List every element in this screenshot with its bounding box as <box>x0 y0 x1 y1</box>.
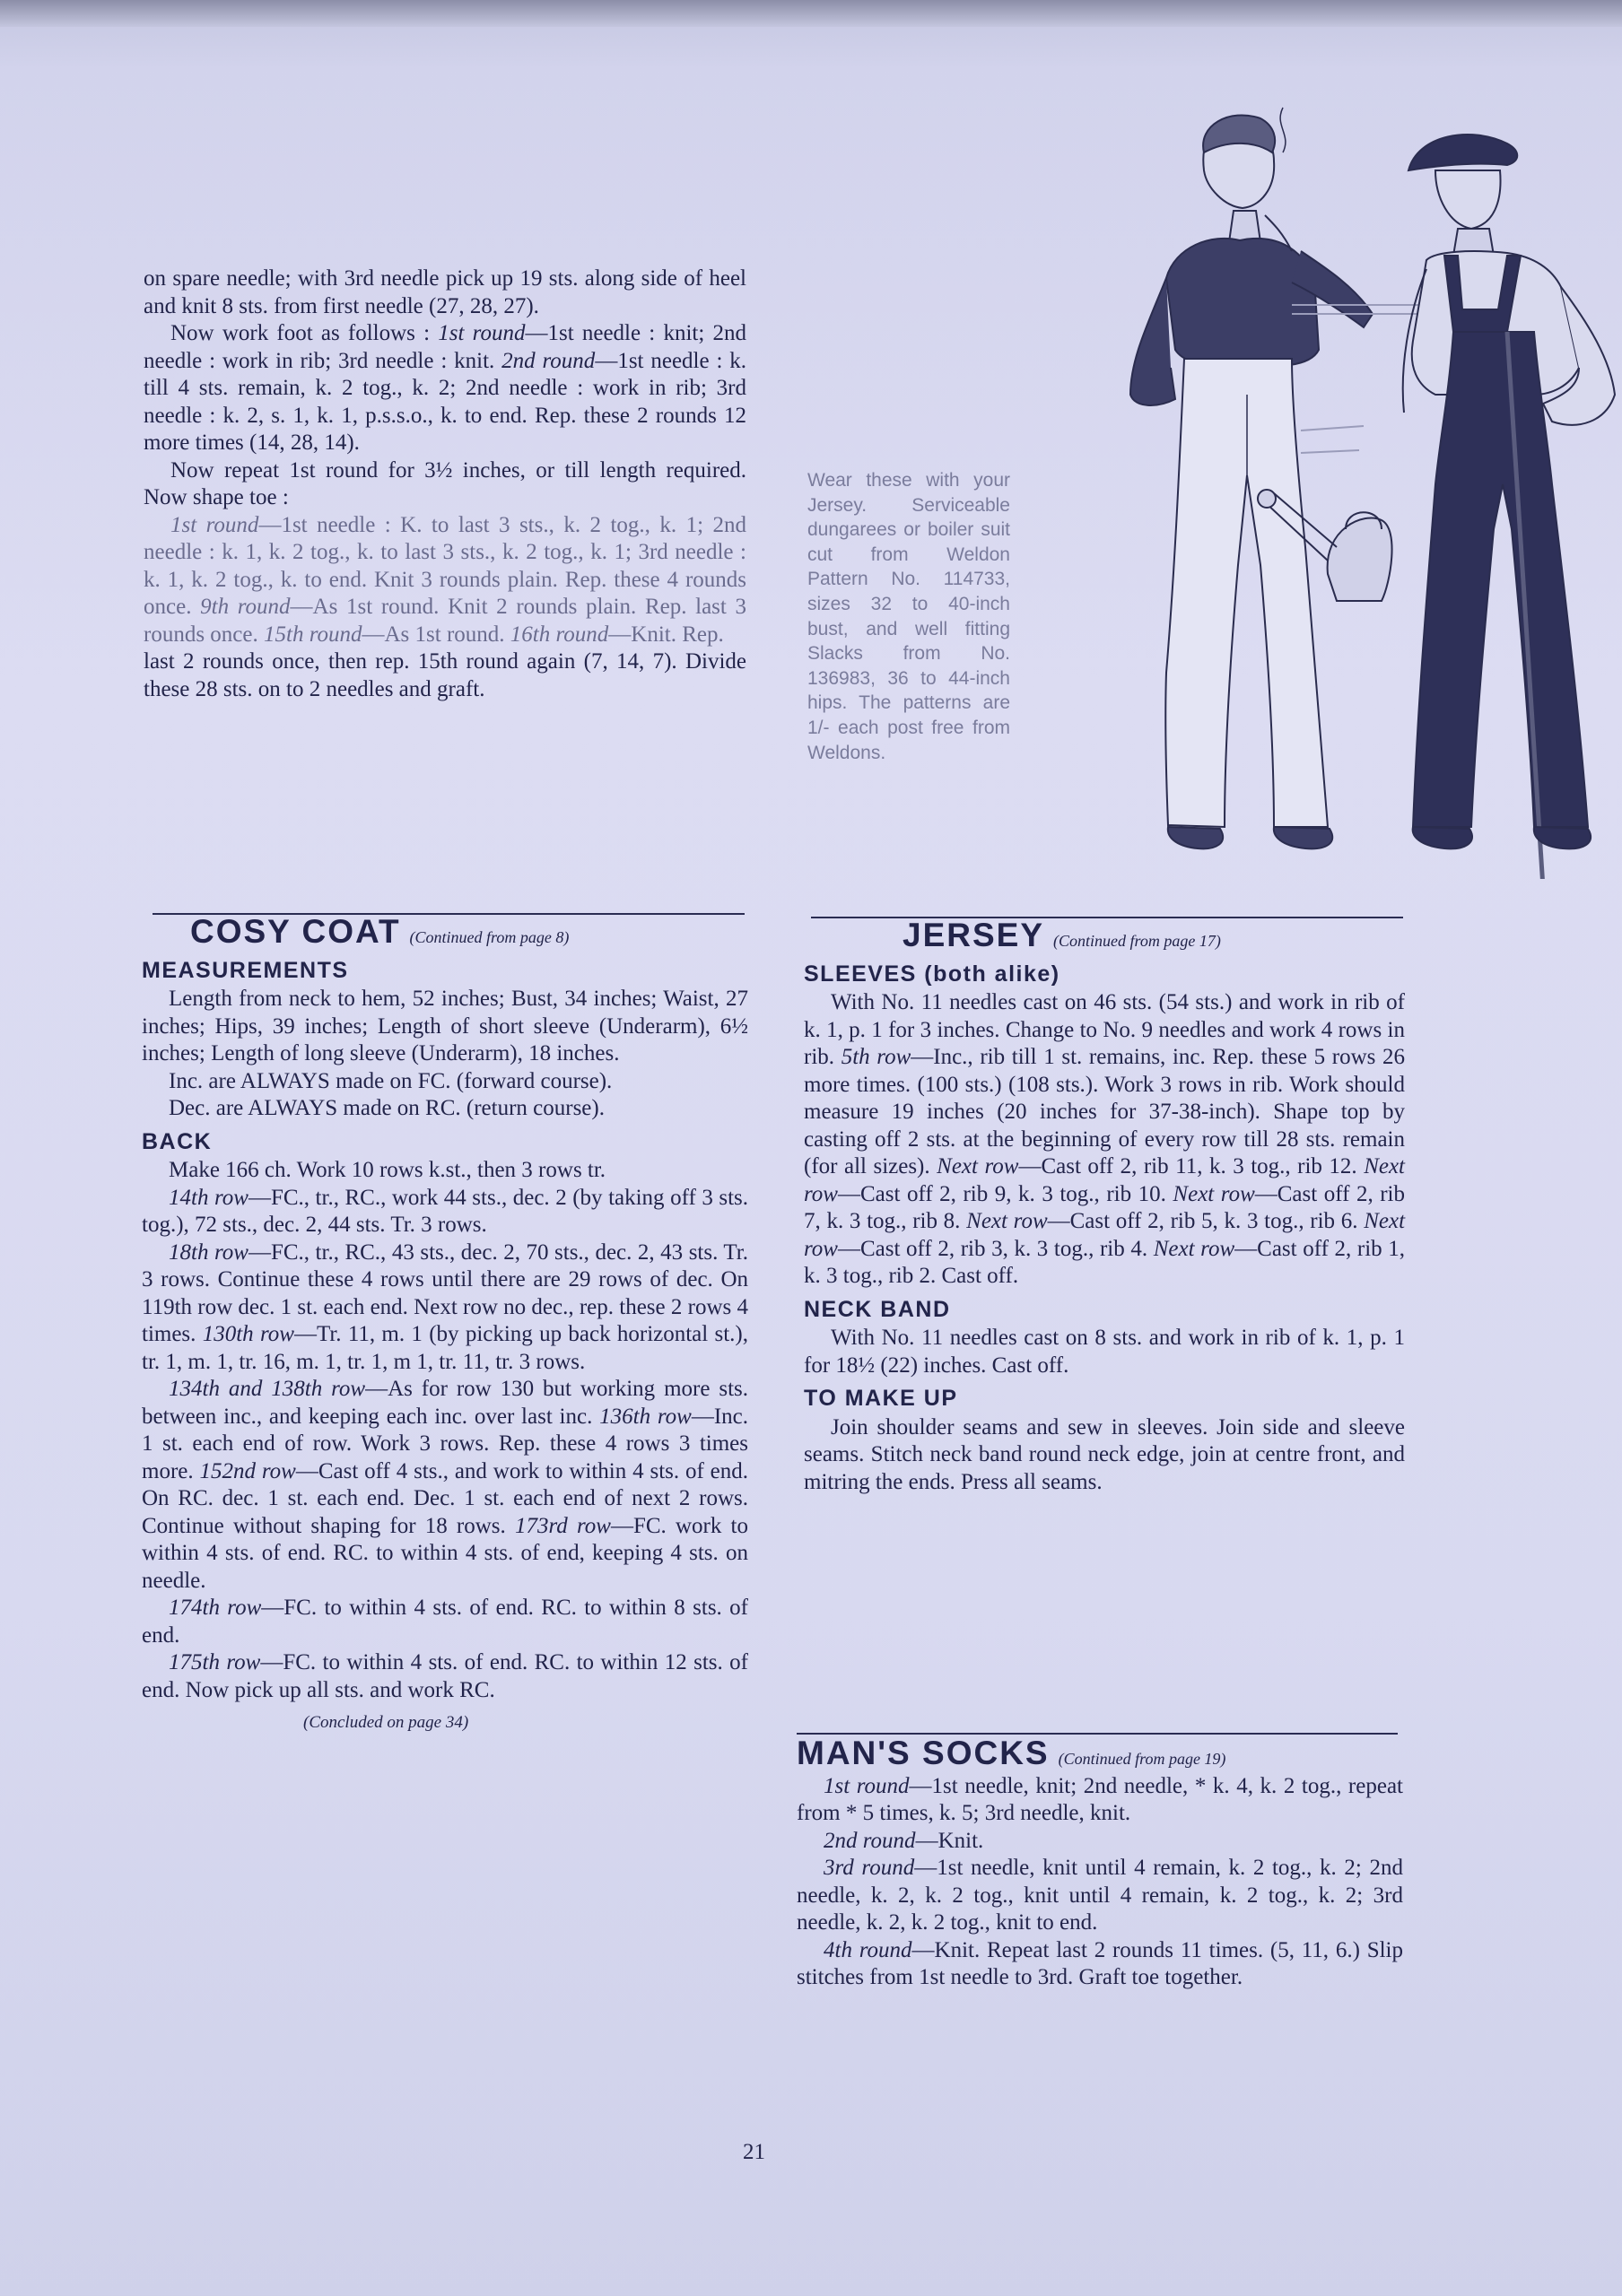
paragraph: 3rd round—1st needle, knit until 4 remain, k. 2 tog., k. 2; 2nd needle, k. 2, k. 2 tog., knit until 4 remain, k. 2 tog., k. 2; 3rd needle, k. 2, k. 2 tog., knit to end. <box>797 1856 1403 1935</box>
paragraph: Now work foot as follows : 1st round—1st needle : knit; 2nd needle : work in rib; 3rd needle : knit. 2nd round—1st needle : k. till 4 sts. remain, k. 2 tog., k. 2; 2nd needle : work in rib; 3rd needle : k. 2, s. 1, k. 1, p.s.s.o., k. to end. Rep. these 2 rounds 12 more times (14, 28, 14). <box>144 321 747 455</box>
paragraph: 174th row—FC. to within 4 sts. of end. RC. to within 8 sts. of end. <box>142 1596 748 1648</box>
paragraph: Dec. are ALWAYS made on RC. (return course). <box>169 1096 605 1120</box>
jersey-section <box>804 917 1406 1496</box>
paragraph: With No. 11 needles cast on 46 sts. (54 sts.) and work in rib of k. 1, p. 1 for 3 inches. Change to No. 9 needles and work 4 rows in rib. 5th row—Inc., rib till 1 st. remains, inc. Rep. these 5 rows 26 more times. (100 sts.) (108 sts.). Work 3 rows in rib. Work should measure 19 inches (20 inches for 37-38-inch). Shape top by casting off 2 sts. at the beginning of every row till 28 sts. remain (for all sizes). Next row—Cast off 2, rib 11, k. 3 tog., rib 12. Next row—Cast off 2, rib 9, k. 3 tog., rib 10. Next row—Cast off 2, rib 7, k. 3 tog., rib 8. Next row—Cast off 2, rib 5, k. 3 tog., rib 6. Next row—Cast off 2, rib 3, k. 3 tog., rib 4. Next row—Cast off 2, rib 1, k. 3 tog., rib 2. Cast off. <box>804 990 1406 1288</box>
paragraph: 18th row—FC., tr., RC., 43 sts., dec. 2, 70 sts., dec. 2, 43 sts. Tr. 3 rows. Continue these 4 rows until there are 29 rows of dec. On 119th row dec. 1 st. each end. Next row no dec., rep. these 2 rows 4 times. 130th row—Tr. 11, m. 1 (by picking up back horizontal st.), tr. 1, m. 1, tr. 16, m. 1, tr. 1, m 1, tr. 11, tr. 3 rows. <box>142 1239 749 1374</box>
subheading: NECK BAND <box>804 1296 951 1322</box>
paragraph: Make 166 ch. Work 10 rows k.st., then 3 rows tr. <box>169 1158 606 1182</box>
toe-shaping: 1st round—1st needle : K. to last 3 sts., k. 2 tog., k. 1; 2nd needle : k. 1, k. 2 tog., k. to last 3 sts., k. 2 tog., k. 1; 3rd needle : k. 1, k. 2 tog., k. to end. Knit 3 rounds plain. Rep. these 4 rounds once. 9th round—As 1st round. Knit 2 rounds plain. Rep. last 3 rounds once. 15th round—As 1st round. 16th round—Knit. Rep. <box>144 512 747 647</box>
section-title: MAN'S SOCKS (Continued from page 19) <box>797 1735 1226 1771</box>
page-number: 21 <box>743 2140 765 2164</box>
paragraph: 134th and 138th row—As for row 130 but working more sts. between inc., and keeping each inc. over last inc. 136th row—Inc. 1 st. each end of row. Work 3 rows. Rep. these 4 rows 3 times more. 152nd row—Cast off 4 sts., and work to within 4 sts. of end. On RC. dec. 1 st. each end. Dec. 1 st. each end of next 2 rows. Continue without shaping for 18 rows. 173rd row—FC. work to within 4 sts. of end. RC. to within 4 sts. of end, keeping 4 sts. on needle. <box>142 1377 749 1593</box>
section-title: COSY COAT (Continued from page 8) <box>190 913 570 950</box>
paragraph: Join shoulder seams and sew in sleeves. Join side and sleeve seams. Stitch neck band round neck edge, join at centre front, and mitring the ends. Press all seams. <box>804 1414 1405 1494</box>
concluded-note: (Concluded on page 34) <box>303 1713 469 1732</box>
paragraph: 1st round—1st needle, knit; 2nd needle, * k. 4, k. 2 tog., repeat from * 5 times, k. 5; 3rd needle, knit. <box>797 1773 1403 1825</box>
paragraph: With No. 11 needles cast on 8 sts. and work in rib of k. 1, p. 1 for 18½ (22) inches. Cast off. <box>804 1326 1405 1378</box>
page-top-shadow <box>0 0 1622 27</box>
subheading: BACK <box>142 1128 213 1154</box>
paragraph: 175th row—FC. to within 4 sts. of end. RC. to within 12 sts. of end. Now pick up all sts. and work RC. <box>142 1650 748 1702</box>
cosy-coat-section <box>142 913 749 1737</box>
woman-in-dungarees-figure <box>1403 135 1615 879</box>
paragraph: Inc. are ALWAYS made on FC. (forward course). <box>169 1068 613 1093</box>
paragraph: on spare needle; with 3rd needle pick up 19 sts. along side of heel and knit 8 sts. from first needle (27, 28, 27). <box>144 266 746 318</box>
paragraph: Length from neck to hem, 52 inches; Bust, 34 inches; Waist, 27 inches; Hips, 39 inches; Length of short sleeve (Underarm), 6½ inches; Length of long sleeve (Underarm), 18 inches. <box>142 987 748 1065</box>
subheading: MEASUREMENTS <box>142 957 349 983</box>
fashion-illustration <box>1005 99 1622 879</box>
paragraph: 4th round—Knit. Repeat last 2 rounds 11 times. (5, 11, 6.) Slip stitches from 1st needle to 3rd. Graft toe together. <box>797 1937 1403 1989</box>
paragraph: 14th row—FC., tr., RC., work 44 sts., dec. 2 (by taking off 3 sts. tog.), 72 sts., dec. 2, 44 sts. Tr. 3 rows. <box>142 1185 748 1237</box>
illustration-caption: Wear these with your Jersey. Serviceable dungarees or boiler suit cut from Weldon Pattern No. 114733, sizes 32 to 40-inch bust, and well fitting Slacks from No. 136983, 36 to 44-inch hips. The patterns are 1/- each post free from Weldons. <box>807 470 1010 763</box>
section-divider <box>811 917 1403 918</box>
mans-socks-section <box>797 1735 1403 1992</box>
subheading: SLEEVES (both alike) <box>804 961 1060 987</box>
section-title: JERSEY (Continued from page 17) <box>903 917 1221 953</box>
paragraph: last 2 rounds once, then rep. 15th round again (7, 14, 7). Divide these 28 sts. on to 2 needles and graft. <box>144 649 746 701</box>
paragraph: Now repeat 1st round for 3½ inches, or till length required. Now shape toe : <box>144 457 746 509</box>
paragraph: 2nd round—Knit. <box>824 1828 984 1853</box>
subheading: TO MAKE UP <box>804 1386 958 1411</box>
top-continuation <box>144 265 746 703</box>
woman-in-slacks-figure <box>1130 108 1435 848</box>
